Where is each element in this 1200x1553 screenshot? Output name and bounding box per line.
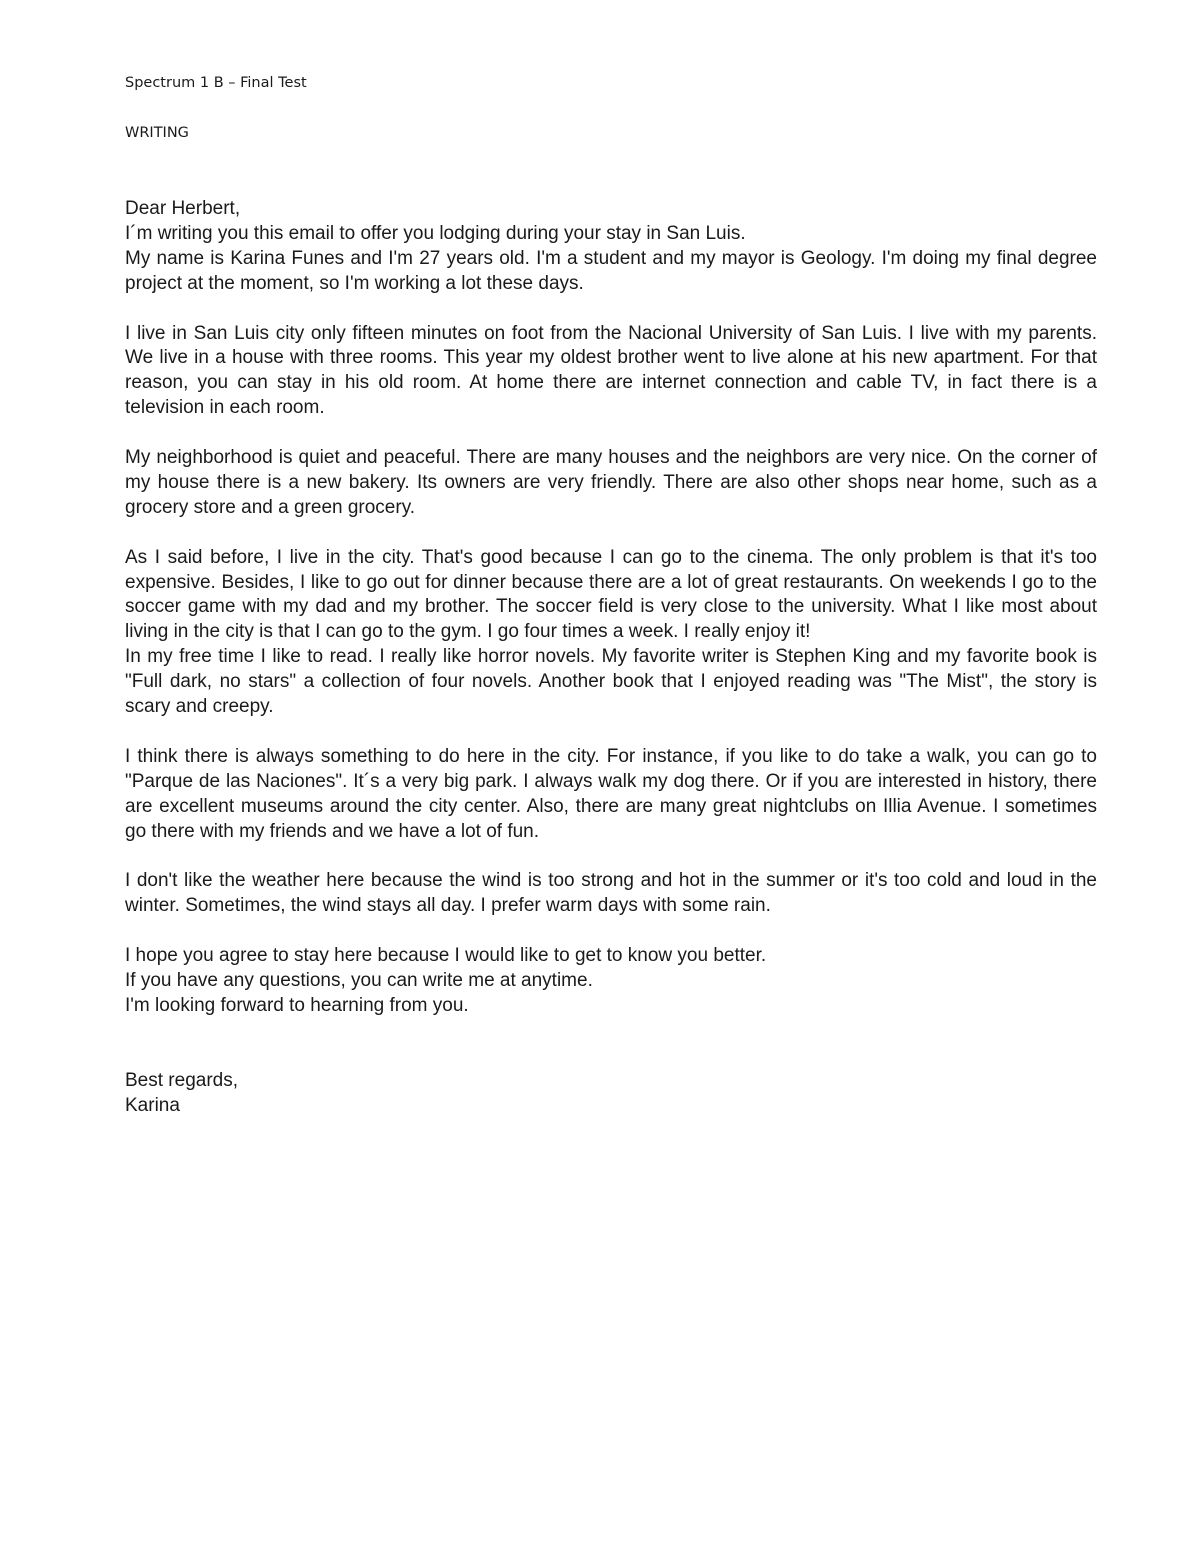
letter-signature: Karina <box>125 1094 180 1116</box>
letter-body <box>125 197 1097 1118</box>
letter-signoff: Best regards, <box>125 1069 238 1091</box>
document-title: Spectrum 1 B – Final Test <box>125 75 307 91</box>
closing-line: I hope you agree to stay here because I would like to get to know you better. <box>125 945 767 967</box>
paragraph-home: I live in San Luis city only fifteen minutes on foot from the Nacional University of San Luis. I live with my parents. We live in a house with three rooms. This year my oldest brother went to live alone at his new apartment. For that reason, you can stay in his old room. At home there are internet connection and cable TV, in fact there is a television in each room. <box>125 322 1097 419</box>
paragraph-activities: I think there is always something to do here in the city. For instance, if you like to do take a walk, you can go to "Parque de las Naciones". It´s a very big park. I always walk my dog there. Or if you are interested in history, there are excellent museums around the city center. Also, there are many great nightclubs on Illia Avenue. I sometimes go there with my friends and we have a lot of fun. <box>125 745 1097 842</box>
closing-line: I'm looking forward to hearning from you. <box>125 994 469 1016</box>
section-heading: WRITING <box>125 125 189 141</box>
paragraph-introduction: My name is Karina Funes and I'm 27 years old. I'm a student and my mayor is Geology. I'm doing my final degree project at the moment, so I'm working a lot these days. <box>125 247 1097 294</box>
paragraph-reading: In my free time I like to read. I really like horror novels. My favorite writer is Stephen King and my favorite book is "Full dark, no stars" a collection of four novels. Another book that I enjoyed reading was "The Mist", the story is scary and creepy. <box>125 646 1097 718</box>
paragraph-weather: I don't like the weather here because the wind is too strong and hot in the summer or it's too cold and loud in the winter. Sometimes, the wind stays all day. I prefer warm days with some rain. <box>125 870 1097 917</box>
letter-greeting: Dear Herbert, <box>125 198 241 219</box>
paragraph-city: As I said before, I live in the city. That's good because I can go to the cinema. The only problem is that it's too expensive. Besides, I like to go out for dinner because there are a lot of great restaurants. On weekends I go to the soccer game with my dad and my brother. The soccer field is very close to the university. What I like most about living in the city is that I can go to the gym. I go four times a week. I really enjoy it! <box>125 546 1097 643</box>
letter-intro-line: I´m writing you this email to offer you lodging during your stay in San Luis. <box>125 222 746 244</box>
paragraph-neighborhood: My neighborhood is quiet and peaceful. There are many houses and the neighbors are very nice. On the corner of my house there is a new bakery. Its owners are very friendly. There are also other shops near home, such as a grocery store and a green grocery. <box>125 447 1097 518</box>
closing-line: If you have any questions, you can write me at anytime. <box>125 970 593 991</box>
